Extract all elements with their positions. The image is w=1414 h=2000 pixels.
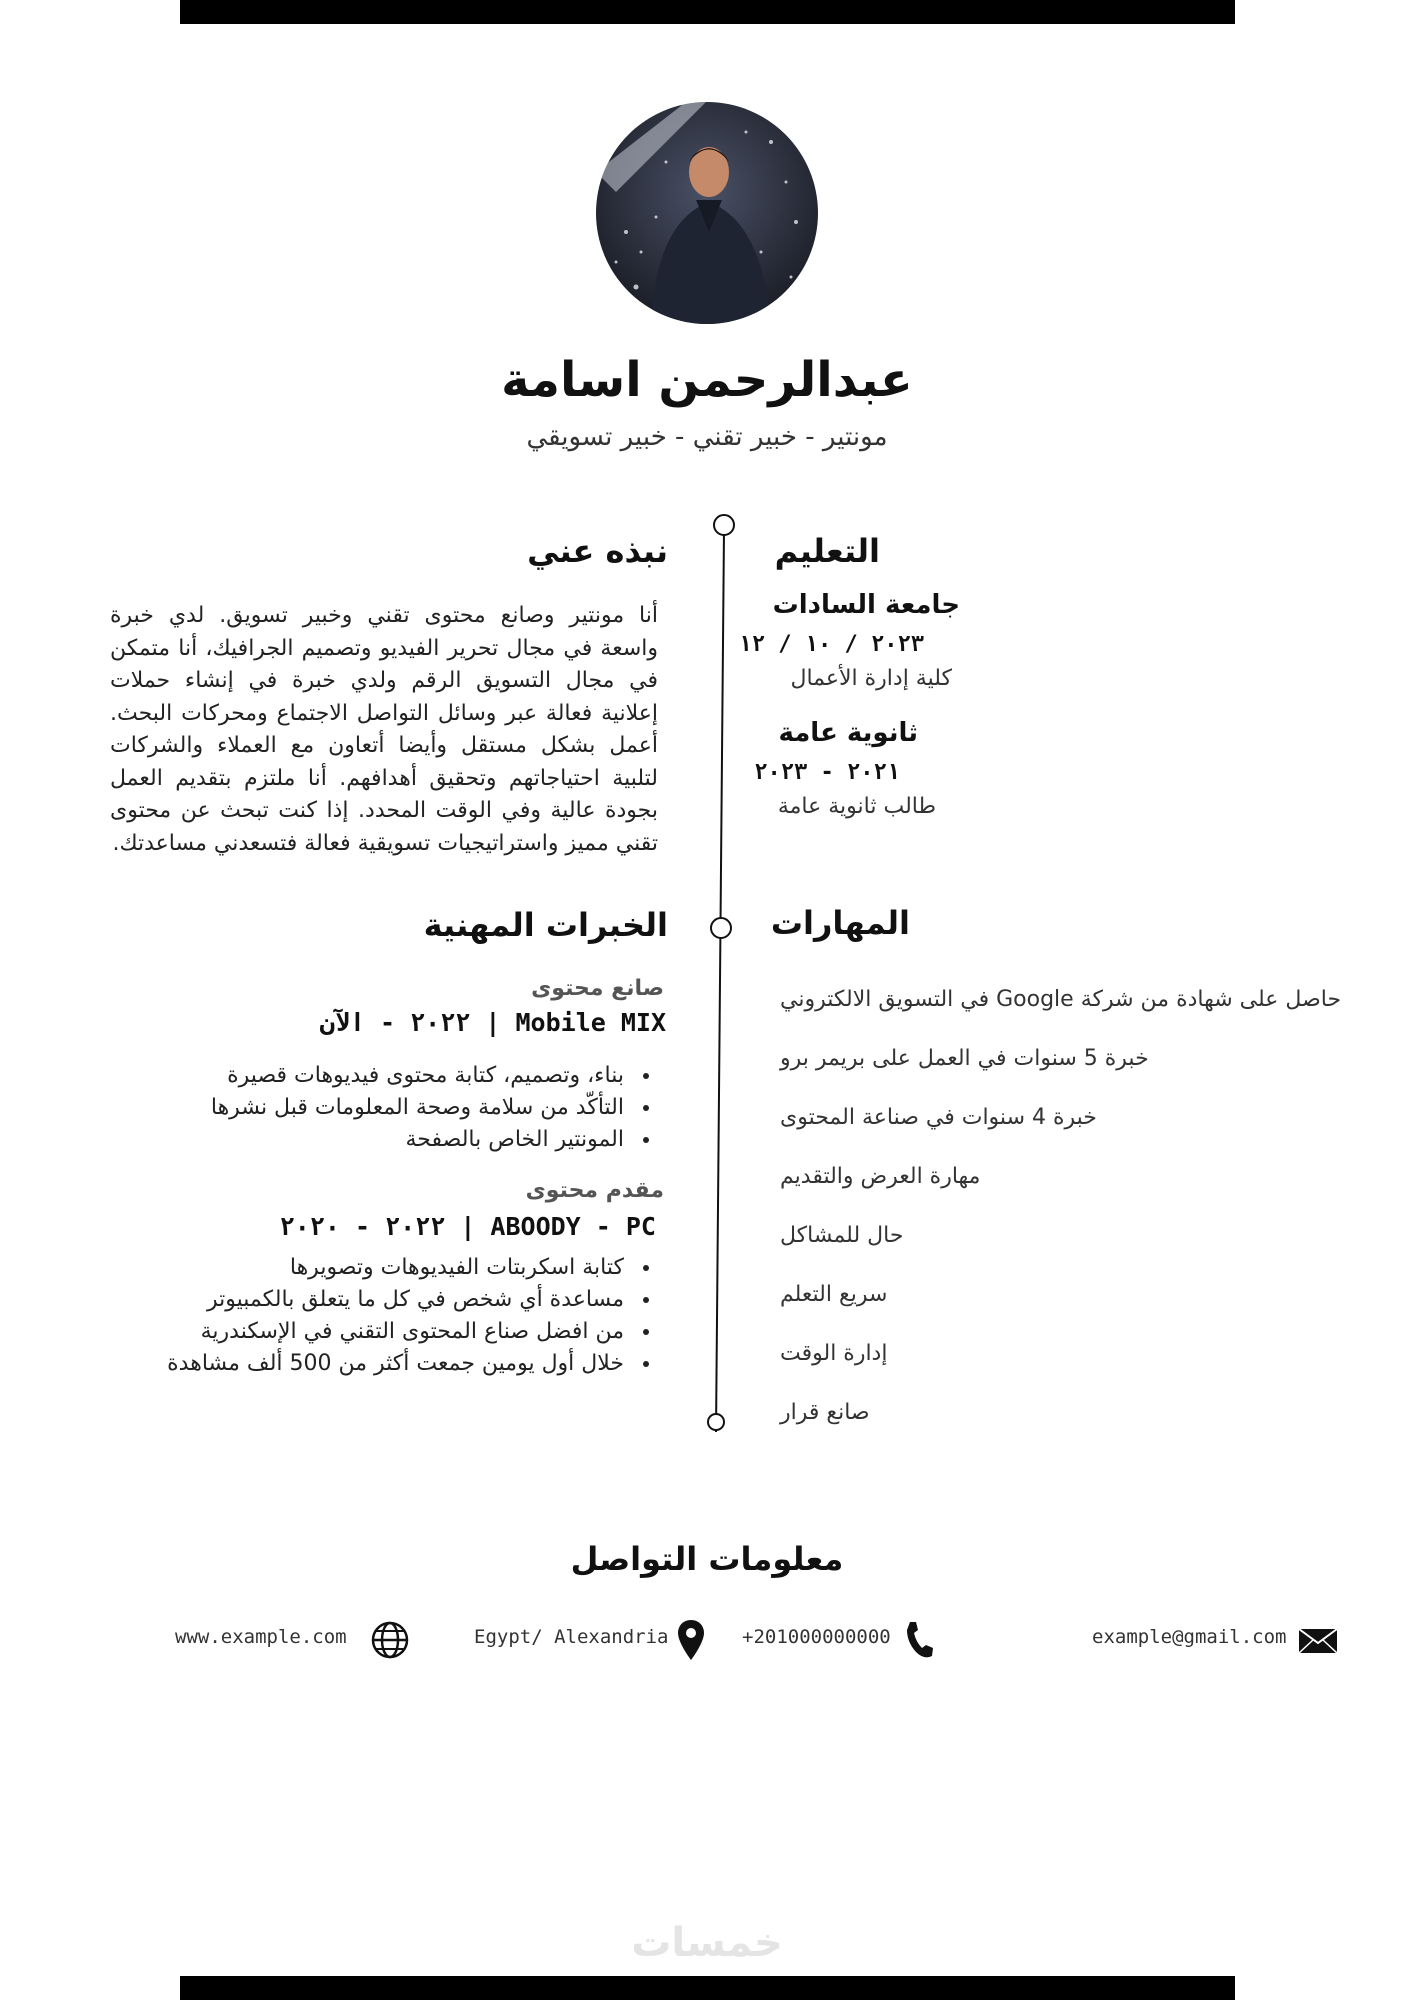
- globe-icon: [370, 1620, 410, 1660]
- list-item: • كتابة اسكربتات الفيديوهات وتصويرها: [110, 1252, 630, 1284]
- list-item: • مساعدة أي شخص في كل ما يتعلق بالكمبيوتر: [110, 1284, 630, 1316]
- education-item-date: ٢٠٢١ - ٢٠٢٣: [754, 760, 900, 785]
- phone-icon: [904, 1620, 934, 1660]
- job-role: صانع محتوى: [531, 976, 664, 1001]
- experience-heading: الخبرات المهنية: [423, 906, 668, 944]
- job-bullets: [110, 1252, 658, 1380]
- envelope-icon: [1298, 1628, 1338, 1654]
- person-name: عبدالرحمن اسامة: [501, 352, 913, 408]
- list-item: • المونتير الخاص بالصفحة: [150, 1124, 630, 1156]
- top-bar: [180, 0, 1235, 24]
- skill-item: حال للمشاكل: [780, 1223, 904, 1248]
- skill-item: إدارة الوقت: [780, 1341, 888, 1366]
- education-item-title: جامعة السادات: [772, 590, 960, 620]
- job-company-line: ABOODY - PC | ٢٠٢٢ - ٢٠٢٠: [279, 1212, 656, 1241]
- job-bullets: [150, 1060, 658, 1156]
- list-item: • من افضل صناع المحتوى التقني في الإسكندرية: [110, 1316, 630, 1348]
- skill-item: صانع قرار: [780, 1400, 870, 1425]
- skill-item: خبرة 5 سنوات في العمل على بريمر برو: [780, 1046, 1149, 1071]
- education-item-desc: كلية إدارة الأعمال: [790, 666, 952, 691]
- education-item-date: ٢٠٢٣ / ١٠ / ١٢: [738, 632, 924, 657]
- profile-photo: [596, 102, 818, 324]
- website-link[interactable]: www.example.com: [175, 1626, 347, 1648]
- location-text: Egypt/ Alexandria: [474, 1626, 669, 1648]
- list-item: • التأكّد من سلامة وصحة المعلومات قبل نشرها: [150, 1092, 630, 1124]
- skill-item: حاصل على شهادة من شركة Google في التسويق الالكتروني: [780, 987, 1342, 1012]
- job-role: مقدم محتوى: [525, 1178, 664, 1203]
- skills-heading: المهارات: [770, 904, 910, 942]
- list-item: • خلال أول يومين جمعت أكثر من 500 ألف مشاهدة: [110, 1348, 630, 1380]
- bottom-bar: [180, 1976, 1235, 2000]
- skill-item: سريع التعلم: [780, 1282, 888, 1307]
- education-item-title: ثانوية عامة: [778, 718, 918, 748]
- skill-item: خبرة 4 سنوات في صناعة المحتوى: [780, 1105, 1097, 1130]
- education-heading: التعليم: [774, 532, 880, 570]
- phone-number[interactable]: +201000000000: [742, 1626, 891, 1648]
- email-address[interactable]: example@gmail.com: [1092, 1626, 1287, 1648]
- list-item: • بناء، وتصميم، كتابة محتوى فيديوهات قصيرة: [150, 1060, 630, 1092]
- skill-item: مهارة العرض والتقديم: [780, 1164, 981, 1189]
- about-heading: نبذه عني: [527, 532, 668, 570]
- watermark: خمسات: [631, 1920, 783, 1966]
- person-subtitle: مونتير - خبير تقني - خبير تسويقي: [526, 422, 888, 452]
- education-item-desc: طالب ثانوية عامة: [777, 794, 936, 819]
- job-company-line: Mobile MIX | ٢٠٢٢ - الآن: [319, 1008, 666, 1037]
- contact-heading: معلومات التواصل: [570, 1540, 844, 1578]
- location-pin-icon: [676, 1618, 706, 1662]
- about-text: أنا مونتير وصانع محتوى تقني وخبير تسويق. لدي خبرة واسعة في مجال تحرير الفيديو وتصميم الجرافيك، أنا متمكن في مجال التسويق الرقم ولدي خبرة في إنشاء حملات إعلانية فعالة عبر وسائل التواصل الاجتماع ومحركات البحث. أعمل بشكل مستقل وأيضا أتعاون مع العملاء والشركات لتلبية احتياجاتهم وتحقيق أهدافهم. أنا ملتزم بتقديم العمل بجودة عالية وفي الوقت المحدد. إذا كنت تبحث عن محتوى تقني مميز واستراتيجيات تسويقية فعالة فتسعدني مساعدتك.: [110, 603, 658, 856]
